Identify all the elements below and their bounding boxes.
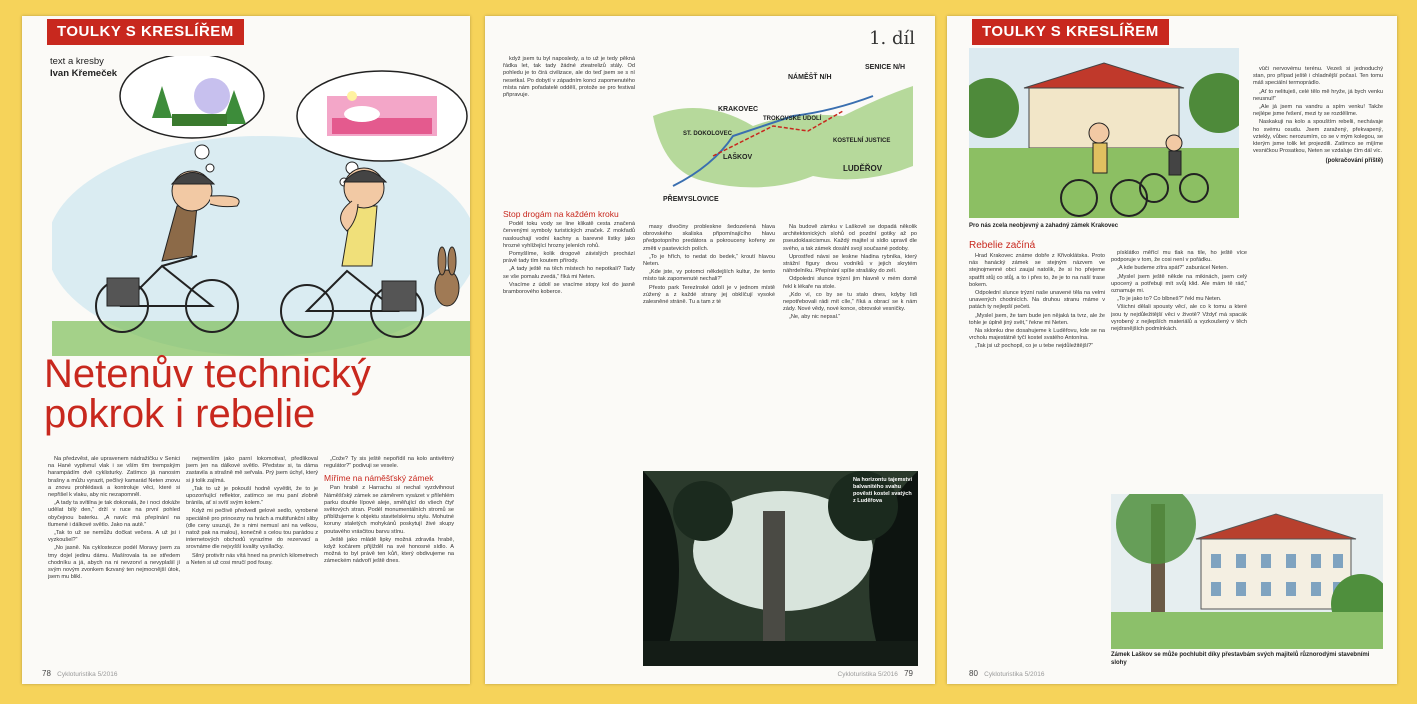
map-label: NÁMĚŠŤ N/H <box>788 74 832 81</box>
text-column-3 <box>1253 66 1383 478</box>
map-label: PŘEMYSLOVICE <box>663 196 719 203</box>
map-label: LAŠKOV <box>723 154 753 161</box>
paragraph: Podél toku vody se line klikatě cesta značená červenými symboly turistických značek. Z mokřadů naslouchají vodní kachny a barevné lístky jako hrozné vyhlížející hrozny jeleních rohů. <box>503 221 635 249</box>
text-column-2 <box>643 224 775 488</box>
page-footer <box>834 669 913 678</box>
paragraph: Odpolední slunce trýzní naše unavené těla na velmi unavených chodnících. Na druhou stranu máme v patách ty nejlepší pečeti. <box>969 290 1105 311</box>
paragraph: „A kde budeme zítra spát?“ zaburácel Neten. <box>1117 265 1229 272</box>
paragraph: Na předzvěst, ale upravenem nádražíčku v Senici na Hané vyplivnul vlak i se vším tím trempským harampádím dvě cyklisturky. Zatímco já nanosim brašny a můžu vyrazit, pečlivý kamarád Neten znovu a znovu prohlédavá a kontroluje věci, které si nepřišel k vlaku, aby nic nezapomněl. <box>48 456 180 499</box>
paragraph: „Ne, aby nic nepsal.“ <box>789 314 841 321</box>
paragraph: „Kdo ví, co by se tu stalo dnes, kdyby lidi nepotřebovali rádi mít cíle,“ říká a obrací se k nám zády. Nové vědy, nové konce, obrovské vesničky. <box>783 291 917 313</box>
magazine-name: Cykloturistika 5/2016 <box>57 671 118 678</box>
paragraph: Pan hrabě z Harrachu si nechal vyzdvihnout Náměšťský zámek se záměrem vysázet v přilehlém parku douhle lípové aleje, směřující do všech čtyř světových stran. Podél monumentálních stromů se přibližujeme k objektu stavitelskému stylu. Mohutné koruny staletých mohykánů poskytují živé skupy poutavého vrásčitou barvu stínu. <box>324 485 454 535</box>
text-column-1 <box>503 56 635 488</box>
paragraph: Na budově zámku v Laškově se dopadá několik architektonických slohů od pozdní gotiky až po pseudoklasicismus. Každý majitel si sídlo upravil dle svého, a tak zámek dosáhl svojí současné podoby. <box>783 224 917 252</box>
part-label: 1. díl <box>869 28 915 49</box>
continued-note: (pokračování příště) <box>1325 158 1383 165</box>
page-left <box>22 16 470 684</box>
text-column-3 <box>324 456 454 671</box>
image-caption: Na horizontu tajemství balvanitého svahu pověsti kostel svatých z Luděřova <box>853 477 912 504</box>
paragraph: „Cože? Ty sis ještě nepořídil na kolo antivětrný regulátor?“ podivuji se vesele. <box>324 456 454 470</box>
map-label: LUDĚŘOV <box>843 164 883 173</box>
page-middle <box>485 16 935 684</box>
paragraph: „A tady ta svítilna je tak dokonalá, že i noci dokáže udělat bílý den,“ drží v ruce na první pohled obyčejnou baterku. „A navíc má přepínání na tlumené i dálkové světlo. Jako na autě.“ <box>48 500 180 528</box>
paragraph: Hrad Krakovec známe dobře z Křivoklátska. Proto nás hanácký zámek se stejným názvem ve stejnojmenné obci zaujal natolik, že si ho přejeme spatřit stůj co stůj, a to i přes to, že je to na naší trase bokem. <box>969 253 1105 288</box>
article-title <box>44 354 454 434</box>
paragraph: „To je hřích, to nedat do bedek,“ kroutí hlavou Neten. <box>643 253 775 268</box>
text-column-2 <box>1111 250 1247 490</box>
title-line-1: Netenův technický <box>44 352 371 396</box>
series-ribbon: TOULKY S KRESLÍŘEM <box>972 19 1169 45</box>
text-column-1 <box>48 456 180 671</box>
magazine-name: Cykloturistika 5/2016 <box>984 671 1045 678</box>
paragraph: nejmenším jako parní lokomotiva!, předlikoval jsem jen na dálkové světlo. Představ si, ta dáma zastavila a strašně mě seřvala. Prý jsem úchyl, který si ji tolik zajímá. <box>186 456 318 484</box>
paragraph: když jsem tu byl naposledy, a to už je tedy pěkná řádka let, tak tady žádné zteatrelizů stály. Od pohledu je to čirá civilizace, ale do teď jsem se s ní nesetkal. Po dobytí v západním konci zapomenutého místa nám pořadatelé oddělí, protože se pro festival připravuje. <box>503 56 635 99</box>
castle-laskov-illustration <box>1111 494 1383 649</box>
forest-illustration <box>643 471 918 666</box>
paragraph: vůči nervovému terénu. Vezeš si jednoduchý stan, pro případ ještě i chladnější počasí. Ten tomu máš speciální termoprádlo. <box>1253 66 1383 87</box>
page-number: 79 <box>904 669 913 678</box>
magazine-name: Cykloturistika 5/2016 <box>837 671 898 678</box>
cover-illustration <box>52 56 470 356</box>
series-ribbon: TOULKY S KRESLÍŘEM <box>47 19 244 45</box>
paragraph: Uprostřed návsi se leskne hladina rybníka, který strážní figury dvou vodníků v jejich skrytém náhrdelníku. Přepínání spíše strašáky do zelí. <box>783 253 917 275</box>
section-subhead: Míříme na náměšťský zámek <box>324 473 434 484</box>
map-label: KRAKOVEC <box>718 106 759 113</box>
page-number: 78 <box>42 669 51 678</box>
text-column-3 <box>783 224 917 488</box>
paragraph: Vracíme z údolí se vracíme stopy kol do jasně bramborového koberce. <box>503 281 635 296</box>
paragraph: masy divočiny probleskne šedozelená hlava obrovského skaliska připomínajícího hlavu předpotopního predátora a pokrouceny kořeny ze změti v pastevicích polích. <box>643 224 775 252</box>
page-footer <box>969 669 1048 678</box>
paragraph: Silný protivítr nás vítá hned na prvních kilometrech a Neten si už cosi mručí pod fousy. <box>186 552 318 566</box>
paragraph: Přesto park Terezínské údolí je v jednom místě zúžený a z každé strany jej obklíčují vysoké zalesněné stráně. Tu a tam z té <box>643 284 775 306</box>
paragraph: „Ale já jsem na vandru a spím venku! Takže nejlépe jsme řešení, mezi ty se rozdělíme. <box>1253 104 1383 118</box>
paragraph: Na sklonku dne dosahujeme k Luděřovu, kde se na vrcholu majestátně tyčí kostel svatého Antonína. <box>969 328 1105 342</box>
text-column-2 <box>186 456 318 671</box>
paragraph: písklátko měřící mu tlak na tile, ho ještě více podporuje v tom, že cosi není v pořádku. <box>1111 250 1247 264</box>
paragraph: Když mi pečlivě předvedl gelové sedlo, vyrobené speciálně pro princezny na hrách a multifunkční sliby (dle ceny usuzuji, že s nimi nemusí ani na velkou, natož pak na malou), konečně s celou tou parádou z internetových obchodů vyrazíme do rezervací a srovnáme dle nejvyšší kvality vysílačky. <box>186 508 318 551</box>
castle-krakovec-illustration <box>969 48 1239 218</box>
paragraph: „To je jako to? Co blbneš?“ řekl mu Neten. <box>1117 296 1222 303</box>
paragraph: „Tak to už je pokouší hodně vyvětlit, že to je upozorňující reflektor, zatímco se mu paní zlobně bránila, ať si svítí svým kolem.“ <box>186 485 318 507</box>
text-column-1 <box>969 238 1105 670</box>
paragraph: Pomyšlíme, kolik drogově závislých prochází právě tady tím koutem přírody. <box>503 251 635 265</box>
page-number: 80 <box>969 669 978 678</box>
paragraph: Ještě jako mládě lipky možná zdravila hrabě, když kočárem přijížděl na své honosné sídlo. A možná to byl právě ten kůň, který obdivujeme na zámeckém nádvoří ještě dnes. <box>324 536 454 565</box>
image-caption: Zámek Laškov se může pochlubit díky přestavbám svých majitelů různorodými stavebními slohy <box>1111 652 1370 666</box>
paragraph: „Tak to už se nemůžu dočkat večera. A už jsi i vyzkoušel?“ <box>48 530 180 544</box>
paragraph: „A tady ještě na těch místech ho nepotkali? Tady se vše pomalu zvedá,“ říká mi Neten. <box>503 266 635 280</box>
map-label: TROKOVSKÉ ÚDOLÍ <box>763 116 822 122</box>
map-label: SENICE N/H <box>865 64 906 71</box>
author-name: Ivan Křemeček <box>50 68 118 79</box>
map-label: KOSTELNÍ JUSTICE <box>833 138 891 144</box>
paragraph: Odpoledni slunce trýzní jim hlavně v mém domě řekl k lékaře na stole. <box>783 276 917 290</box>
section-subhead: Stop drogám na každém kroku <box>503 209 619 220</box>
section-subhead: Rebelie začíná <box>969 240 1036 251</box>
paragraph: „Kde jste, vy potomci někdejších kultur, že tento místo tak zapomenuté nechali?“ <box>643 269 775 283</box>
page-footer <box>42 669 121 678</box>
paragraph: „Myslel jsem ještě někde na mikinách, jsem celý upocený a potřebuji mít svůj klid. Ale mám tě rád,“ oznamuje mi. <box>1111 273 1247 295</box>
paragraph: „Ať to nelituješ, celé tělo mě hryže, já bych venku neusnul!“ <box>1253 88 1383 102</box>
title-line-2: pokrok i rebelie <box>44 392 316 436</box>
paragraph: „No jasně. Na cyklostezce podél Moravy jsem za tmy dojel jedinu dámu. Mašírovala ta se středem chodníku a já, abych na ni nevzorvl a nevyplašil jí svým novým zvonkem tkzvaný ten nejmocnější útok, jsem mu blikl. <box>48 545 180 581</box>
map-label: ST. DOKOLOVEC <box>683 131 733 137</box>
route-map <box>643 56 923 216</box>
author-label: text a kresby <box>50 56 104 67</box>
page-right <box>947 16 1397 684</box>
paragraph: „Tak jsi už pochopil, co je u tebe nejdůležitější?“ <box>975 343 1094 350</box>
paragraph: Naskakuji na kolo a spouštím rebelii, nechávaje ho svému osudu. Jsem zaražený, překvapený, vztekly, vůbec nerozumím, co se v mým kolegou, se kterým jsme tolik let projezdili. Zatímco se míjíme vesničkou Prosatkou, Neten se vzdaluje čím dál víc. <box>1253 119 1383 155</box>
paragraph: Všichni dělali spousty věcí, ale co k tomu a které jsou ty nejdůležitější věci v životě? Vždyť má spacák vyrobený z nejlepších materiálů a vyzkoušený v těch nejdrsnějších podmínkách. <box>1111 304 1247 333</box>
image-caption: Pro nás zcela neobjevný a zahadný zámek Krakovec <box>969 223 1119 229</box>
paragraph: „Myslel jsem, že tam bude jen nějaká ta tvrz, ale že tohle je úplně jiný svět,“ řekne mi Neten. <box>969 312 1105 326</box>
